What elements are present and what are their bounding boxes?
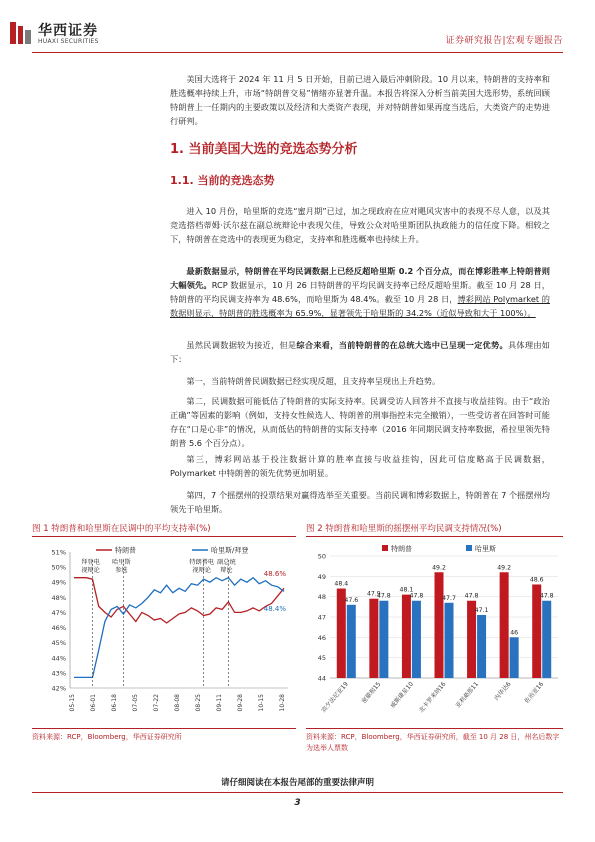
y-tick-label: 47 <box>317 613 326 622</box>
x-tick-label: 08-08 <box>174 694 181 712</box>
data-label: 48.4 <box>334 580 349 588</box>
annotation-label: 哈里斯 <box>112 559 131 566</box>
figure-2-source: 资料来源：RCP，Bloomberg，华西证券研究所，截至 10 月 28 日，州名后数字为选举人票数 <box>306 733 560 752</box>
annotation-label-cont: 视辩论 <box>192 567 211 574</box>
brand-name: 华西证券 <box>38 23 98 39</box>
y-tick-label: 46% <box>51 624 66 633</box>
paragraph-2-text: RCP 数据显示，10 月 26 日特朗普的平均民调支持率已经反超哈里斯。截至 10 月 28 日，特朗普的平均民调支持率为 48.6%，而哈里斯为 48.4%。截至 10 月 28 日， <box>170 280 550 304</box>
end-label-harris: 48.4% <box>263 604 286 613</box>
y-tick-label: 50% <box>51 563 66 572</box>
bar-harris <box>445 603 454 678</box>
data-label: 47.7 <box>442 594 456 602</box>
annotation-label: 副总统 <box>217 559 236 566</box>
figure-1-title: 图 1 特朗普和哈里斯在民调中的平均支持率(%) <box>32 524 211 534</box>
header-divider <box>32 52 563 53</box>
figure-2-title: 图 2 特朗普和哈里斯的摇摆州平均民调支持情况(%) <box>306 524 502 534</box>
paragraph-1: 进入 10 月份，哈里斯的竞选“蜜月期”已过，加之现政府在应对飓风灾害中的表现不尽人意，以及其竞选搭档蒂姆·沃尔兹在副总统辩论中表现欠佳，导致公众对哈里斯团队执政能力的信任度下降。相较之下，特朗普在竞选中的表现更为稳定，支持率和胜选概率也持续上升。 <box>170 206 550 244</box>
category-label: 佐治亚16 <box>523 680 546 705</box>
bar-trump <box>500 572 509 678</box>
series-line-harris <box>74 578 284 678</box>
intro-paragraph: 美国大选将于 2024 年 11 月 5 日开始，目前已进入最后冲刺阶段。10 月以来，特朗普的支持率和胜选概率持续上升，市场“特朗普交易”情绪亦显著升温。本报告将深入分析当前美国大选形势，系统回顾特朗普上一任期内的主要政策以及经济和大类资产表现，并对特朗普如果再度当选后，大类资产的走势进行研判。 <box>170 74 550 126</box>
bar-harris <box>542 601 551 678</box>
footer-divider <box>32 792 563 793</box>
figure-2-rule <box>306 536 563 537</box>
x-tick-label: 06-18 <box>111 694 118 712</box>
x-tick-label: 07-05 <box>132 694 139 712</box>
y-tick-label: 50 <box>317 552 326 561</box>
x-tick-label: 10-15 <box>258 694 265 712</box>
category-label: 内华达6 <box>493 680 513 703</box>
annotation-label-cont: 参选 <box>115 567 128 574</box>
legend-label-harris: 哈里斯 <box>475 545 496 553</box>
y-tick-label: 44% <box>51 654 66 663</box>
x-tick-label: 06-01 <box>90 694 97 712</box>
y-tick-label: 48 <box>317 593 326 602</box>
section-heading-1: 1. 当前美国大选的竞选态势分析 <box>170 142 358 157</box>
annotation-label-cont: 视辩论 <box>81 567 100 574</box>
y-tick-label: 43% <box>51 669 66 678</box>
annotation-label: 特朗普电 <box>189 559 215 566</box>
legend-label-harris: 哈里斯/拜登 <box>211 546 249 555</box>
data-label: 49.2 <box>432 564 446 572</box>
y-tick-label: 42% <box>51 684 66 693</box>
category-label: 北卡罗来纳16 <box>417 680 448 715</box>
paragraph-3-text-b: 具体理由如下： <box>170 340 550 364</box>
paragraph-7: 第四，7 个摇摆州的投票结果对赢得选举至关重要。当前民调和博彩数据上，特朗普在 7 个摇摆州均领先于哈里斯。 <box>170 490 550 514</box>
paragraph-4: 第一，当前特朗普民调数据已经实现反超，且支持率呈现出上升趋势。 <box>186 376 441 386</box>
bar-harris <box>379 601 388 678</box>
x-tick-label: 07-22 <box>153 694 160 712</box>
bar-trump <box>435 572 444 678</box>
paragraph-3 <box>170 338 550 366</box>
x-tick-label: 05-15 <box>69 694 76 712</box>
legal-notice: 请仔细阅读在本报告尾部的重要法律声明 <box>220 778 374 788</box>
data-label: 48.1 <box>399 586 414 594</box>
legend-label-trump: 特朗普 <box>391 545 412 553</box>
figure-2-chart <box>306 540 563 728</box>
y-tick-label: 45 <box>317 654 326 663</box>
paragraph-2-bold: 最新数据显示，特朗普在平均民调数据上已经反超哈里斯 0.2 个百分点，而在博彩胜率上特朗普则大幅领先。 <box>170 266 550 290</box>
data-label: 47.6 <box>344 596 359 604</box>
section-heading-1-1: 1.1. 当前的竞选态势 <box>170 174 275 187</box>
paragraph-2-underline: 博彩网站 Polymarket 的数据则显示，特朗普的胜选概率为 65.9%，显著领先于哈里斯的 34.2%（近似导致和大于 100%）。 <box>170 294 550 318</box>
data-label: 47.8 <box>376 592 391 600</box>
huaxi-logo-icon <box>8 20 34 46</box>
figure-2-bottom-rule <box>306 728 563 729</box>
annotation-label: 拜登电 <box>81 559 100 566</box>
report-type: 证券研究报告|宏观专题报告 <box>445 36 563 46</box>
y-tick-label: 49% <box>51 578 66 587</box>
bar-trump <box>369 599 378 678</box>
y-tick-label: 46 <box>317 633 326 642</box>
brand-name-en: HUAXI SECURITIES <box>38 38 99 45</box>
legend-swatch-trump <box>382 545 388 551</box>
x-tick-label: 08-25 <box>195 694 202 712</box>
y-tick-label: 49 <box>317 572 326 581</box>
page-number: 3 <box>294 798 301 808</box>
bar-trump <box>402 595 411 678</box>
y-tick-label: 47% <box>51 608 66 617</box>
data-label: 48.6 <box>529 576 544 584</box>
figure-1-rule <box>32 536 296 537</box>
annotation-label-cont: 辩论 <box>220 567 233 574</box>
data-label: 47.8 <box>539 592 554 600</box>
y-tick-label: 51% <box>51 548 66 557</box>
figure-1-chart <box>32 540 296 728</box>
data-label: 49.2 <box>497 564 512 572</box>
figure-1-bottom-rule <box>32 728 296 729</box>
category-label: 宾夕法尼亚19 <box>320 680 350 715</box>
x-tick-label: 09-28 <box>237 694 244 712</box>
data-label: 47.9 <box>366 590 381 598</box>
category-label: 密歇根15 <box>360 680 383 705</box>
data-label: 47.8 <box>464 592 479 600</box>
paragraph-6: 第三，博彩网站基于投注数据计算的胜率直接与收益挂钩，因此可信度略高于民调数据，Polymarket 中特朗普的领先优势更加明显。 <box>170 454 550 478</box>
legend-swatch-harris <box>466 545 472 551</box>
series-line-trump <box>74 578 284 623</box>
category-label: 威斯康星10 <box>389 680 415 710</box>
bar-harris <box>510 637 519 678</box>
bar-harris <box>477 615 486 678</box>
legend-label-trump: 特朗普 <box>115 546 136 555</box>
paragraph-3-bold: 综合来看，当前特朗普的在总统大选中已呈现一定优势。 <box>296 340 508 350</box>
paragraph-3-text-a: 虽然民调数据较为接近，但是 <box>186 340 297 350</box>
figure-1-source: 资料来源：RCP，Bloomberg，华西证券研究所 <box>32 733 182 741</box>
bar-harris <box>412 601 421 678</box>
y-tick-label: 44 <box>317 674 326 683</box>
data-label: 47.8 <box>409 592 424 600</box>
end-label-trump: 48.6% <box>263 570 286 579</box>
y-tick-label: 45% <box>51 639 66 648</box>
data-label: 46 <box>510 629 519 637</box>
bar-harris <box>347 605 356 678</box>
y-tick-label: 48% <box>51 593 66 602</box>
data-label: 47.1 <box>474 606 489 614</box>
x-tick-label: 09-11 <box>216 694 223 712</box>
x-tick-label: 10-28 <box>279 694 286 712</box>
category-label: 亚利桑那11 <box>454 680 481 710</box>
paragraph-5: 第二，民调数据可能低估了特朗普的实际支持率。民调受访人回答并不直接与收益挂钩。由于“政治正确”等因素的影响（例如，支持女性候选人、特朗普的刑事指控未完全撤销），一些受访者在回答时可能存在“口是心非”的情况，从而低估的特朗普的实际支持率（2016 年同期民调支持率数据，希拉里领先特朗普 5.6 个百分点）。 <box>170 396 550 448</box>
paragraph-2 <box>170 264 550 320</box>
